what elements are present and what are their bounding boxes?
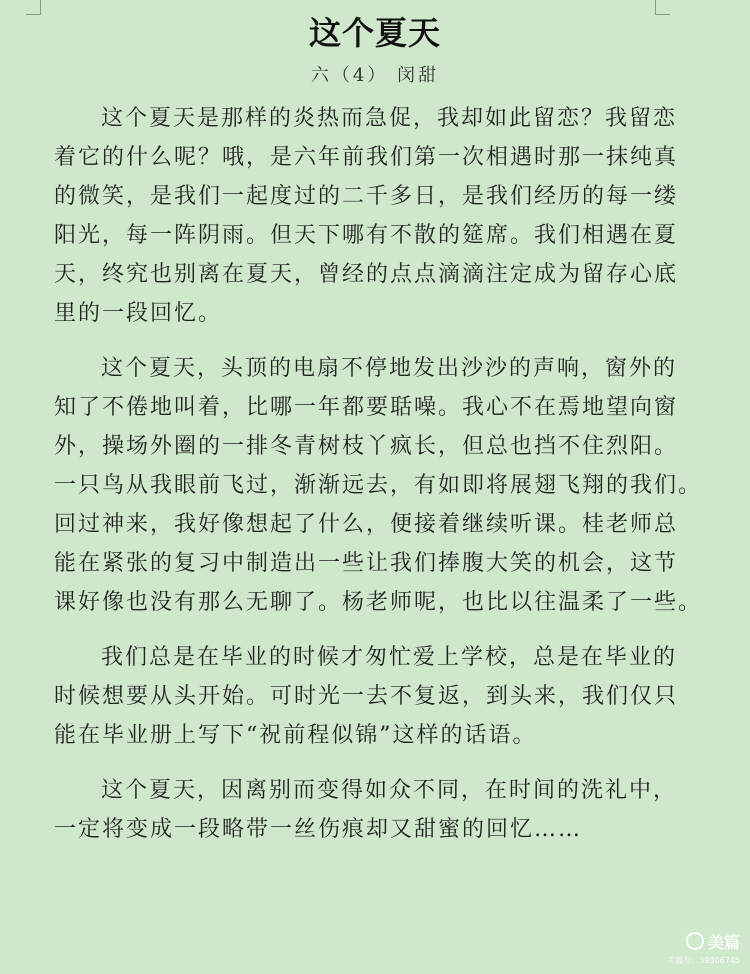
text-line: 里的一段回忆。 [54,301,223,326]
text-line: 回过神来，我好像想起了什么，便接着继续听课。桂老师总 [54,512,679,537]
text-line: 我们总是在毕业的时候才匆忙爱上学校，总是在毕业的 [101,645,678,670]
text-line: 这个夏天，头顶的电扇不停地发出沙沙的声响，窗外的 [101,356,678,381]
text-line: 着它的什么呢？哦，是六年前我们第一次相遇时那一抹纯真 [54,145,679,170]
text-line: 外，操场外圈的一排冬青树枝丫疯长，但总也挡不住烈阳。 [54,434,679,459]
text-line: 一只鸟从我眼前飞过，渐渐远去，有如即将展翅飞翔的我们。 [54,473,703,498]
author-byline: 六（4） 闵甜 [310,65,440,86]
text-line: 天，终究也别离在夏天，曾经的点点滴滴注定成为留存心底 [54,262,679,287]
text-line: 阳光，每一阵阴雨。但天下哪有不散的筵席。我们相遇在夏 [54,223,679,248]
text-line: 的微笑，是我们一起度过的二千多日，是我们经历的每一缕 [54,184,679,209]
text-line: 时候想要从头开始。可时光一去不复返，到头来，我们仅只 [54,684,679,709]
text-line: 一定将变成一段略带一丝伤痕却又甜蜜的回忆…… [54,817,583,842]
watermark-brand: 美篇 [707,933,740,952]
document-title: 这个夏天 [308,14,441,52]
paragraph-gap [54,622,694,638]
text-line: 这个夏天是那样的炎热而急促，我却如此留恋？我留恋 [101,106,678,131]
watermark-id: 美篇号：39306745 [667,956,740,965]
paragraph-gap [54,333,694,349]
text-line: 能在紧张的复习中制造出一些让我们捧腹大笑的机会，这节 [54,551,679,576]
text-line: 能在毕业册上写下“祝前程似锦”这样的话语。 [54,723,537,748]
document-body [54,99,703,849]
text-line: 知了不倦地叫着，比哪一年都要聒噪。我心不在焉地望向窗 [54,395,679,420]
meipian-logo-icon [686,932,704,950]
text-line: 课好像也没有那么无聊了。杨老师呢，也比以往温柔了一些。 [54,590,703,615]
watermark [667,930,740,966]
text-line: 这个夏天，因离别而变得如众不同，在时间的洗礼中， [101,778,678,803]
paragraph-gap [54,755,694,771]
